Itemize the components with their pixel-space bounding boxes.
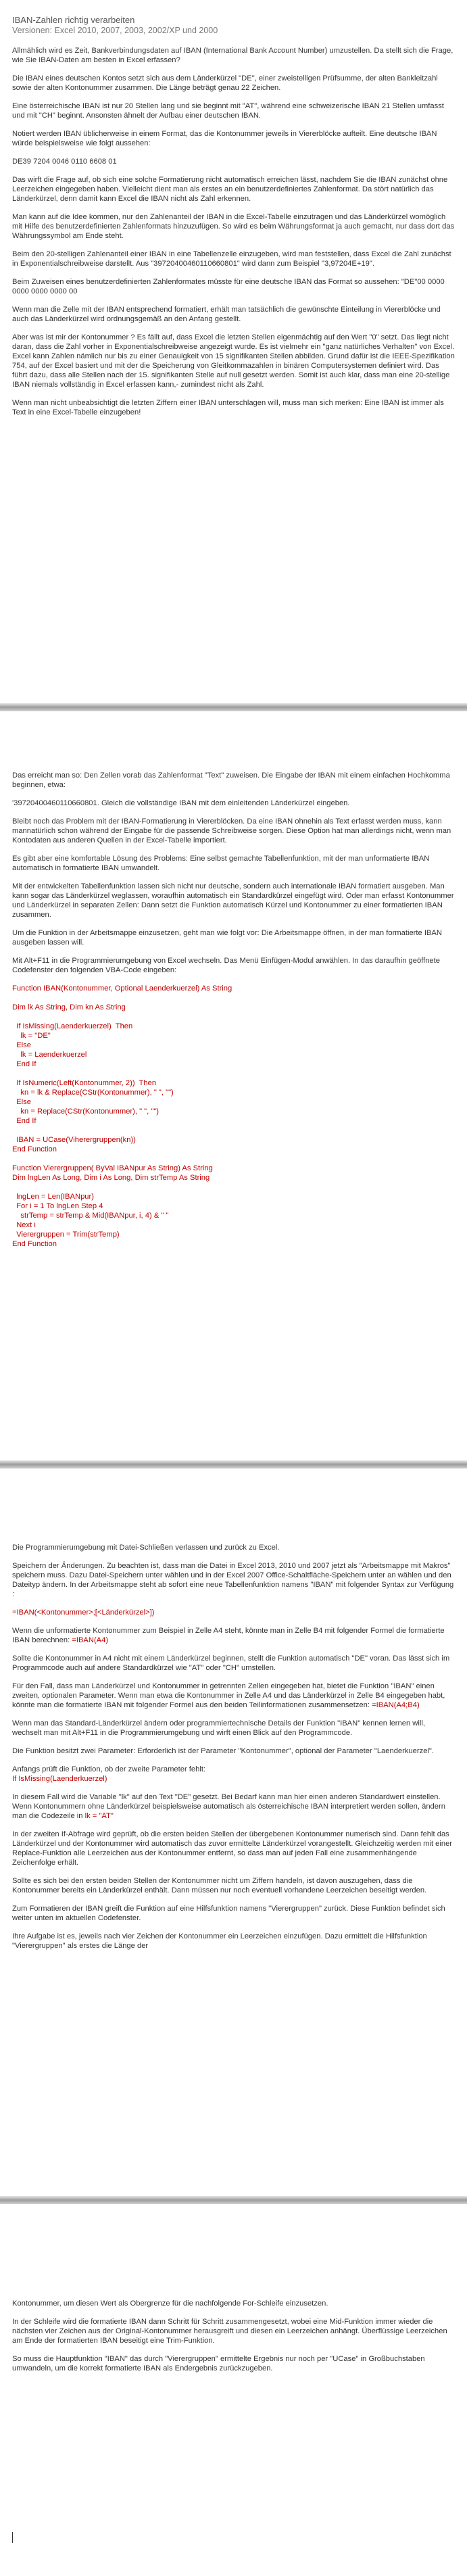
paragraph: Anfangs prüft die Funktion, ob der zweite Parameter fehlt: — [12, 1765, 206, 1773]
inline-formula: =IBAN(A4;B4) — [372, 1701, 420, 1709]
code-line — [12, 993, 455, 1003]
paragraph: Die Funktion besitzt zwei Parameter: Erforderlich ist der Parameter "Kontonummer", optional der Parameter "Laenderkuerzel". — [12, 1747, 435, 1755]
paragraph: Wenn man das Standard-Länderkürzel ändern oder programmiertechnische Details der Funktion "IBAN" kennen lernen will, wechselt man mit Alt+F11 in die Programmierumgebung und wirft einen Blick auf den Programmcode. — [12, 1719, 425, 1737]
code-line: Function IBAN(Kontonummer, Optional Laenderkuerzel) As String — [12, 984, 232, 993]
paragraph: Das erreicht man so: Den Zellen vorab das Zahlenformat "Text" zuweisen. Die Eingabe der IBAN mit einem einfachen Hochkomma beginnen, etwa: — [12, 771, 450, 789]
paragraph: Mit Alt+F11 in die Programmierumgebung von Excel wechseln. Das Menü Einfügen-Modul anwählen. In das daraufhin geöffnete Codefenster den folgenden VBA-Code eingeben: — [12, 957, 440, 974]
paragraph: Das wirft die Frage auf, ob sich eine solche Formatierung nicht automatisch erreichen lässt, nachdem Sie die IBAN zunächst ohne Leerzeichen eingegeben haben. Vielleicht dient man als erstes an ein benutzerdefiniertes Zahlenformat. Da stört natürlich das Länderkürzel, denn damit kann Excel die IBAN nicht als Zahl erkennen. — [12, 175, 448, 203]
code-line — [12, 1012, 455, 1022]
paragraph: Man kann auf die Idee kommen, nur den Zahlenanteil der IBAN in die Excel-Tabelle einzutragen und das Länderkürzel womöglich mit Hilfe des benutzerdefinierten Zahlenformats hinzuzufügen. So wird es beim Währungsformat ja auch gemacht, nur dass dort das Währungssymbol am Ende steht. — [12, 212, 455, 240]
paragraph — [12, 1626, 455, 1645]
code-line: IBAN = UCase(Viherergruppen(kn)) — [12, 1136, 136, 1144]
code-line: Else — [12, 1041, 31, 1049]
paragraph: Kontonummer, um diesen Wert als Obergrenze für die nachfolgende For-Schleife einzusetzen. — [12, 2299, 328, 2308]
code-line — [12, 1126, 455, 1135]
code-line: If IsNumeric(Left(Kontonummer, 2)) Then — [12, 1079, 157, 1087]
paragraph: Die IBAN eines deutschen Kontos setzt sich aus dem Länderkürzel "DE", einer zweistelligen Prüfsumme, der alten Bankleitzahl sowie der alten Kontonummer zusammen. Die Länge beträgt genau 22 Zeichen. — [12, 74, 438, 92]
paragraph: Die Programmierumgebung mit Datei-Schließen verlassen und zurück zu Excel. — [12, 1544, 280, 1552]
code-line: End Function — [12, 1145, 57, 1153]
paragraph: Ihre Aufgabe ist es, jeweils nach vier Zeichen der Kontonummer ein Leerzeichen einzufügen. Dazu ermittelt die Hilfsfunktion "Vierergruppen" als erstes die Länge der — [12, 1932, 427, 1950]
code-line: Function Vierergruppen( ByVal IBANpur As String) As String — [12, 1164, 213, 1172]
document-title: IBAN-Zahlen richtig verarbeiten — [12, 15, 135, 25]
paragraph — [12, 1792, 455, 1821]
paragraph-text: Für den Fall, dass man Länderkürzel und Kontonummer in getrennten Zellen eingegeben hat, bietet die Funktion "IBAN" einen zweiten, optionalen Parameter. Wenn man etwa die Kontonummer in Zelle A4 und das Länderkürzel in Zelle B4 eingegeben habt, könnte man die formatierte IBAN mit folgender Formel aus den beiden Teilinformationen zusammensetzen: — [12, 1682, 445, 1709]
paragraph: Mit der entwickelten Tabellenfunktion lassen sich nicht nur deutsche, sondern auch internationale IBAN formatiert ausgeben. Man kann sogar das Länderkürzel weglassen, woraufhin automatisch ein Standardkürzel eingefügt wird. Oder man erfasst Kontonummer und Länderkürzel in separaten Zellen: Dann setzt die Funktion automatisch Kürzel und Kontonummer zu einer formatierten IBAN zusammen. — [12, 882, 454, 919]
paragraph: In der Schleife wird die formatierte IBAN dann Schritt für Schritt zusammengesetzt, wobei eine Mid-Funktion immer wieder die nächsten vier Zeichen aus der Original-Kontonummer herausgreift und diesen ein Leerzeichen anhängt. Überflüssige Leerzeichen am Ende der formatierten IBAN beseitigt eine Trim-Funktion. — [12, 2318, 447, 2345]
code-line: Vierergruppen = Trim(strTemp) — [12, 1231, 120, 1239]
paragraph: Aber was ist mir der Kontonummer ? Es fällt auf, dass Excel die letzten Stellen eigenmächtig auf den Wert "0" setzt. Das liegt nicht daran, dass die Zahl vorher in Exponentialschreibweise angezeigt wurde. Es ist vielmehr ein "ganz natürliches Verhalten" von Excel. Excel kann Zahlen nämlich nur bis zu einer Genauigkeit von 15 signifikanten Stellen abbilden. Grund dafür ist die IEEE-Spezifikation 754, auf der Excel basiert und mit der die Speicherung von Gleitkommazahlen in binären Computersystemen definiert wird. Das führt dazu, dass alle Stellen nach der 15. signifikanten Stelle auf null gesetzt werden. Somit ist auch klar, dass man eine 20-stellige IBAN niemals vollständig in Excel erfassen kann,- zumindest nicht als Zahl. — [12, 333, 455, 389]
code-line: lngLen = Len(IBANpur) — [12, 1193, 94, 1201]
code-line: lk = "DE" — [12, 1032, 51, 1040]
code-line: Else — [12, 1098, 31, 1106]
paragraph: Es gibt aber eine komfortable Lösung des Problems: Eine selbst gemachte Tabellenfunktion, mit der man unformatierte IBAN automatisch in formatierte IBAN umwandelt. — [12, 855, 430, 872]
code-line: strTemp = strTemp & Mid(IBANpur, i, 4) & " " — [12, 1212, 169, 1220]
code-line: End If — [12, 1060, 36, 1068]
vba-code-block — [12, 984, 455, 1249]
iban-example: DE39 7204 0046 0110 6608 01 — [12, 157, 117, 166]
paragraph — [12, 1681, 455, 1710]
page-separator — [0, 1460, 467, 1469]
code-line: lk = Laenderkuerzel — [12, 1051, 87, 1059]
paragraph: Zum Formatieren der IBAN greift die Funktion auf eine Hilfsfunktion namens "Vierergruppen" zurück. Diese Funktion befindet sich weiter unten im aktuellen Codefenster. — [12, 1905, 445, 1922]
code-line: kn = lk & Replace(CStr(Kontonummer), " ", "") — [12, 1089, 174, 1097]
paragraph: Beim Zuweisen eines benutzerdefinierten Zahlenformates müsste für eine deutsche IBAN das Format so aussehen: "DE"00 0000 0000 0000 0000 00 — [12, 277, 445, 295]
paragraph: Sollte die Kontonummer in A4 nicht mit einem Länderkürzel beginnen, stellt die Funktion automatisch "DE" voran. Das lässt sich im Programmcode auch auf andere Standardkürzel wie "AT" oder "CH" umstellen. — [12, 1654, 450, 1672]
paragraph: So muss die Hauptfunktion "IBAN" das durch "Vierergruppen" ermittelte Ergebnis nur noch per "UCase" in Großbuchstaben umwandeln, um die korrekt formatierte IBAN als Endergebnis zurückzugeben. — [12, 2355, 425, 2372]
paragraph: Beim den 20-stelligen Zahlenanteil einer IBAN in eine Tabellenzelle einzugeben, wird man feststellen, dass Excel die Zahl zunächst in Exponentialschreibweise darstellt. Aus "39720400460110660801" wird dann zum Beispiel "3,97204E+19". — [12, 249, 451, 268]
code-snippet: If IsMissing(Laenderkuerzel) — [12, 1775, 107, 1783]
paragraph: Allmählich wird es Zeit, Bankverbindungsdaten auf IBAN (International Bank Account Number) umzustellen. Da stellt sich die Frage, wie Sie IBAN-Daten am besten in Excel erfassen? — [12, 46, 453, 64]
inline-formula: =IBAN(A4) — [72, 1636, 109, 1644]
inline-code: lk = "AT" — [84, 1812, 114, 1820]
paragraph-text: Wenn die unformatierte Kontonummer zum Beispiel in Zelle A4 steht, könnte man in Zelle B4 mit folgender Formel die formatierte IBAN berechnen: — [12, 1627, 445, 1644]
paragraph: Notiert werden IBAN üblicherweise in einem Format, das die Kontonummer jeweils in Viererblöcke aufteilt. Eine deutsche IBAN würde beispielsweise wie folgt aussehen: — [12, 129, 437, 147]
code-line — [12, 1154, 455, 1164]
code-line: Dim lk As String, Dim kn As String — [12, 1003, 126, 1011]
page-separator — [0, 703, 467, 711]
document-page-4 — [0, 2299, 467, 2382]
code-line: kn = Replace(CStr(Kontonummer), " ", "") — [12, 1107, 159, 1116]
code-line — [12, 1183, 455, 1192]
code-line: End Function — [12, 1240, 57, 1248]
code-line: Next i — [12, 1221, 36, 1229]
document-page-2 — [0, 771, 467, 1249]
document-page-1 — [0, 15, 467, 426]
iban-syntax: =IBAN(<Kontonummer>;[<Länderkürzel>]) — [12, 1608, 155, 1617]
code-line: For i = 1 To lngLen Step 4 — [12, 1202, 103, 1210]
page-separator — [0, 2196, 467, 2204]
paragraph: Sollte es sich bei den ersten beiden Stellen der Kontonummer nicht um Ziffern handeln, ist davon auszugehen, dass die Kontonummer bereits ein Länderkürzel enthält. Dann müssen nur noch eventuell vorhandene Leerzeichen beseitigt werden. — [12, 1877, 427, 1894]
paragraph: Um die Funktion in der Arbeitsmappe einzusetzen, geht man wie folgt vor: Die Arbeitsmappe öffnen, in der man formatierte IBAN ausgeben lassen will. — [12, 929, 442, 947]
text-cursor — [12, 2532, 13, 2543]
code-line: If IsMissing(Laenderkuerzel) Then — [12, 1022, 133, 1030]
paragraph: '39720400460110660801. Gleich die vollständige IBAN mit dem einleitenden Länderkürzel eingeben. — [12, 799, 350, 807]
document-versions: Versionen: Excel 2010, 2007, 2003, 2002/XP und 2000 — [12, 26, 218, 36]
code-line — [12, 1069, 455, 1078]
paragraph-text: In diesem Fall wird die Variable "lk" auf den Text "DE" gesetzt. Bei Bedarf kann man hier einen anderen Standardwert einstellen. Wenn Kontonummern ohne Länderkürzel beispielsweise automatisch als österreichische IBAN interpretiert werden sollen, ändern man die Codezeile in — [12, 1793, 445, 1820]
paragraph: In der zweiten If-Abfrage wird geprüft, ob die ersten beiden Stellen der übergebenen Kontonummer numerisch sind. Dann fehlt das Länderkürzel und der Kontonummer wird automatisch das zuvor ermittelte Länderkürzel vorangestellt. Gleichzeitig werden mit einer Replace-Funktion alle Leerzeichen aus der Kontonummer entfernt, so dass man auf jeden Fall eine zusammenhängende Zeichenfolge erhält. — [12, 1830, 453, 1867]
code-line: Dim lngLen As Long, Dim i As Long, Dim strTemp As String — [12, 1174, 210, 1182]
paragraph: Speichern der Änderungen. Zu beachten ist, dass man die Datei in Excel 2013, 2010 und 2007 jetzt als "Arbeitsmappe mit Makros" speichern muss. Dazu Datei-Speichern unter wählen und in der Excel 2007 Office-Schaltfläche-Speichern unter an wählen und den Dateityp ändern. In der Arbeitsmappe steht ab sofort eine neue Tabellenfunktion namens "IBAN" mit folgender Syntax zur Verfügung : — [12, 1562, 454, 1598]
paragraph: Wenn man nicht unbeabsichtigt die letzten Ziffern einer IBAN unterschlagen will, muss man sich merken: Eine IBAN ist immer als Text in eine Excel-Tabelle einzugeben! — [12, 398, 444, 416]
paragraph: Bleibt noch das Problem mit der IBAN-Formatierung in Viererblöcken. Da eine IBAN ohnehin als Text erfasst werden muss, kann mannatürlich schon während der Eingabe für die passende Schreibweise sorgen. Diese Option hat man allerdings nicht, wenn man Kontodaten aus anderen Quellen in der Excel-Tabelle importiert. — [12, 817, 451, 844]
paragraph: Wenn man die Zelle mit der IBAN entsprechend formatiert, erhält man tatsächlich die gewünschte Einteilung in Viererblöcke und auch das Länderkürzel wird ordnungsgemäß an den Anfang gestellt. — [12, 305, 441, 323]
paragraph: Eine österreichische IBAN ist nur 20 Stellen lang und sie beginnt mit "AT", während eine schweizerische IBAN 21 Stellen umfasst und mit "CH" beginnt. Ansonsten ähnelt der Aufbau einer deutschen IBAN. — [12, 101, 444, 120]
code-line: End If — [12, 1117, 36, 1125]
document-page-3 — [0, 1543, 467, 1959]
